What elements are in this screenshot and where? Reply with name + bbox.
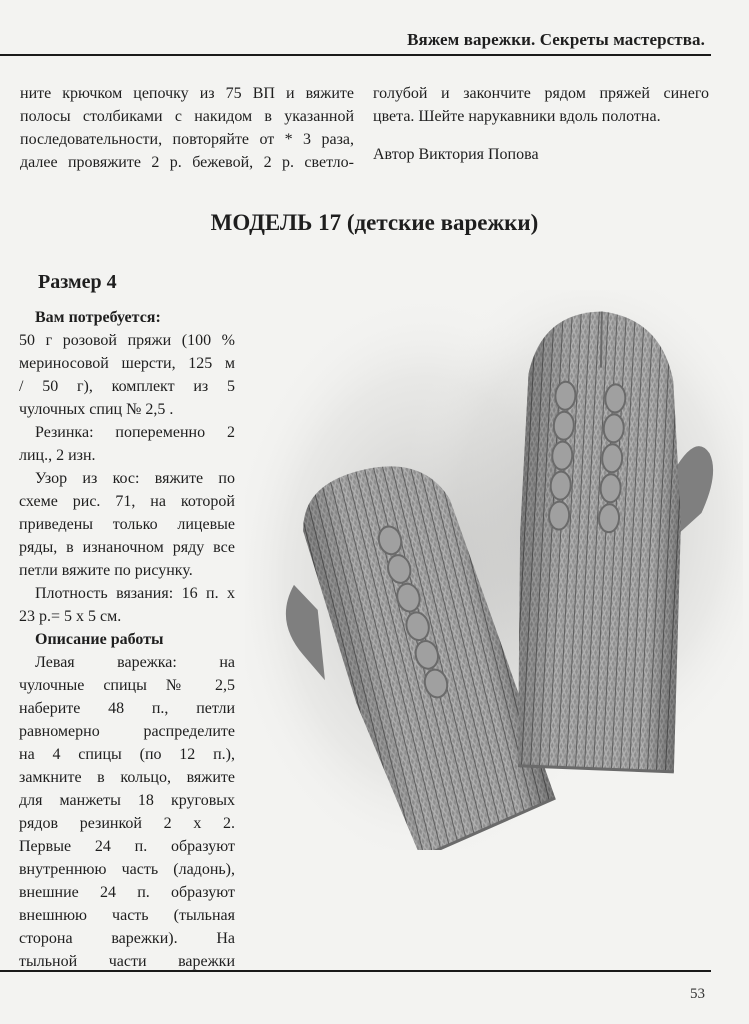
text-line: голубой и закончите рядом пряжей синего bbox=[373, 85, 709, 102]
text-line: ните крючком цепочку из 75 ВП и вяжите bbox=[20, 85, 354, 102]
text-line: наберите 48 п., петли bbox=[19, 700, 235, 717]
text-line: внутреннюю часть (ладонь), bbox=[19, 861, 235, 878]
text-line: тыльной части варежки bbox=[19, 953, 235, 970]
top-left-column bbox=[20, 82, 354, 174]
text-line: 23 р.= 5 х 5 см. bbox=[19, 608, 122, 625]
materials-heading: Вам потребуется: bbox=[35, 309, 161, 326]
text-line: / 50 г), комплект из 5 bbox=[19, 378, 235, 395]
text-line: рядов резинкой 2 х 2. bbox=[19, 815, 235, 832]
text-line: мериносовой шерсти, 125 м bbox=[19, 355, 235, 372]
top-rule bbox=[0, 54, 711, 56]
text-line: Первые 24 п. образуют bbox=[19, 838, 235, 855]
text-line: сторона варежки). На bbox=[19, 930, 235, 947]
text-line: лиц., 2 изн. bbox=[19, 447, 96, 464]
text-line: чулочных спиц № 2,5 . bbox=[19, 401, 174, 418]
model-title: МОДЕЛЬ 17 (детские варежки) bbox=[210, 210, 539, 235]
text-line: внешнюю часть (тыльная bbox=[19, 907, 235, 924]
text-line: равномерно распределите bbox=[19, 723, 235, 740]
text-line: Резинка: попеременно 2 bbox=[35, 424, 235, 441]
text-line: Плотность вязания: 16 п. х bbox=[35, 585, 235, 602]
text-line: внешние 24 п. образуют bbox=[19, 884, 235, 901]
knitted-mittens-photo bbox=[245, 290, 743, 850]
text-line: на 4 спицы (по 12 п.), bbox=[19, 746, 235, 763]
text-line: петли вяжите по рисунку. bbox=[19, 562, 193, 579]
text-line: цвета. Шейте нарукавники вдоль полотна. bbox=[373, 108, 661, 125]
work-heading: Описание работы bbox=[35, 631, 164, 648]
text-line: далее провяжите 2 р. бежевой, 2 р. светло- bbox=[20, 154, 354, 171]
author-line: Автор Виктория Попова bbox=[373, 146, 539, 163]
instructions-column bbox=[19, 306, 235, 973]
text-line: чулочные спицы № 2,5 bbox=[19, 677, 235, 694]
bottom-rule bbox=[0, 970, 711, 972]
text-line: замкните в кольцо, вяжите bbox=[19, 769, 235, 786]
size-heading: Размер 4 bbox=[38, 271, 117, 293]
text-line: 50 г розовой пряжи (100 % bbox=[19, 332, 235, 349]
running-head: Вяжем варежки. Секреты мастерства. bbox=[407, 30, 705, 49]
text-line: приведены только лицевые bbox=[19, 516, 235, 533]
text-line: для манжеты 18 круговых bbox=[19, 792, 235, 809]
text-line: ряды, в изнаночном ряду все bbox=[19, 539, 235, 556]
text-line: схеме рис. 71, на которой bbox=[19, 493, 235, 510]
top-right-column bbox=[373, 82, 709, 166]
text-line: последовательности, повторяйте от * 3 раза, bbox=[20, 131, 354, 148]
page-number: 53 bbox=[690, 986, 705, 1002]
text-line: Узор из кос: вяжите по bbox=[35, 470, 235, 487]
text-line: полосы столбиками с накидом в указанной bbox=[20, 108, 354, 125]
text-line: Левая варежка: на bbox=[35, 654, 235, 671]
